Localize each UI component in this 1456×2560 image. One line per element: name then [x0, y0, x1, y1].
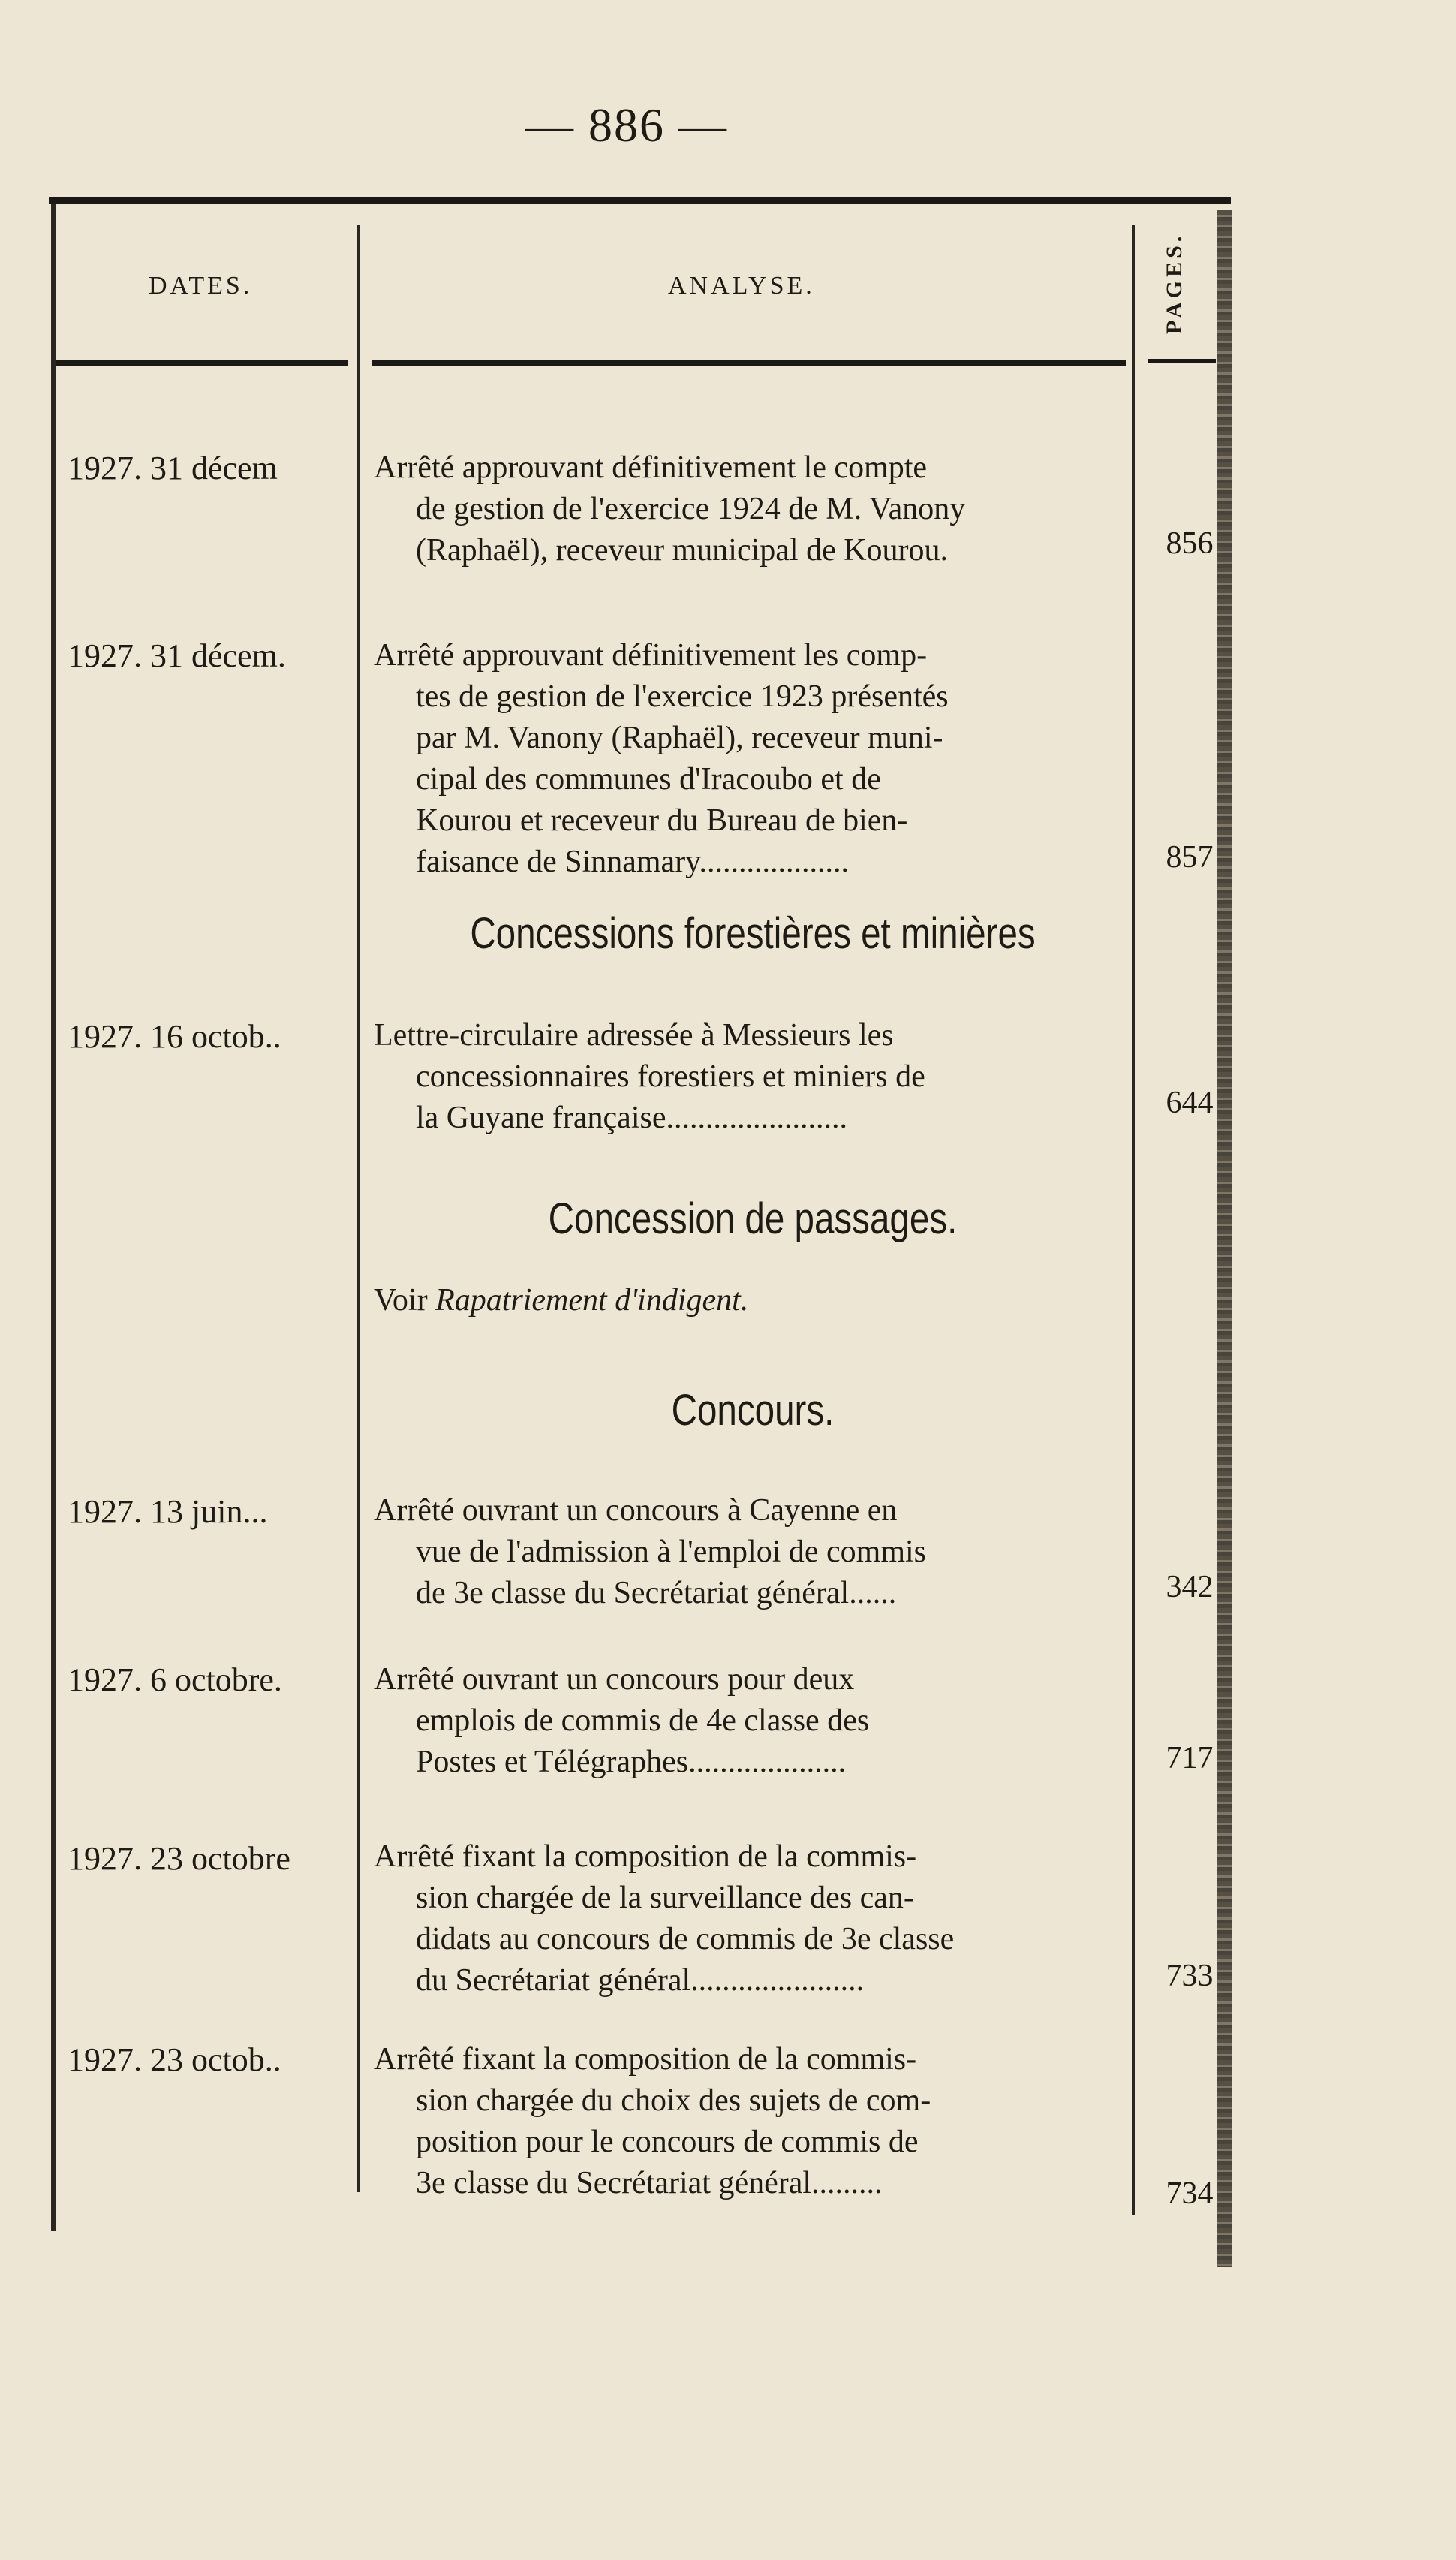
entry-analysis: [374, 1836, 1132, 2001]
page-number: — 886 —: [525, 98, 728, 152]
entry-line: la Guyane française.......................: [416, 1101, 847, 1135]
entry-analysis: [374, 1659, 1132, 1783]
entry-line: Arrêté fixant la composition de la commis-: [374, 1839, 917, 1874]
entry-date: 1927. 31 décem.: [68, 637, 286, 674]
entry-line: de 3e classe du Secrétariat général......: [416, 1576, 897, 1610]
header-dates: DATES.: [149, 272, 253, 300]
entry-line: didats au concours de commis de 3e classe: [416, 1922, 955, 1956]
entry-page: 857: [1166, 840, 1214, 875]
header-rule-dates: [56, 360, 348, 366]
header-rule-pages: [1148, 359, 1216, 363]
entry-analysis: [374, 1015, 1132, 1139]
entry-date: 1927. 31 décem: [68, 450, 278, 486]
right-binding-edge: [1217, 210, 1232, 2267]
left-border: [51, 204, 56, 2231]
entry-line: emplois de commis de 4e classe des: [416, 1703, 870, 1738]
entry-line: Kourou et receveur du Bureau de bien-: [416, 803, 908, 838]
entry-line: Arrêté ouvrant un concours à Cayenne en: [374, 1493, 898, 1528]
entry-line: Arrêté approuvant définitivement les comp-: [374, 638, 928, 673]
entry-analysis: [374, 1490, 1132, 1614]
entry-line: Lettre-circulaire adressée à Messieurs les: [374, 1018, 894, 1053]
entry-line: Arrêté approuvant définitivement le compte: [374, 450, 928, 485]
header-analyse: ANALYSE.: [668, 272, 815, 300]
see-also-prefix: Voir: [374, 1283, 436, 1318]
entry-date: 1927. 6 octobre.: [68, 1661, 282, 1698]
header-rule-analyse: [372, 360, 1126, 366]
dates-analyse-separator: [357, 225, 360, 2192]
section-title: Concessions forestières et minières: [470, 909, 1036, 958]
see-also-reference: [374, 1282, 748, 1318]
entry-line: position pour le concours de commis de: [416, 2125, 919, 2159]
section-title: Concession de passages.: [548, 1194, 958, 1243]
entry-line: sion chargée du choix des sujets de com-: [416, 2083, 931, 2118]
entry-line: tes de gestion de l'exercice 1923 présentés: [416, 679, 949, 714]
entry-line: concessionnaires forestiers et miniers de: [416, 1059, 925, 1094]
entry-date: 1927. 13 juin...: [68, 1493, 268, 1530]
entry-line: sion chargée de la surveillance des can-: [416, 1881, 914, 1915]
header-pages: PAGES.: [1162, 232, 1187, 334]
entry-date: 1927. 23 octobre: [68, 1840, 290, 1877]
entry-line: Postes et Télégraphes....................: [416, 1745, 847, 1779]
entry-line: du Secrétariat général......................: [416, 1963, 865, 1998]
analyse-pages-separator: [1132, 225, 1135, 2215]
entry-analysis: [374, 447, 1132, 571]
entry-line: (Raphaël), receveur municipal de Kourou.: [416, 533, 949, 568]
entry-line: vue de l'admission à l'emploi de commis: [416, 1534, 927, 1569]
entry-date: 1927. 16 octob..: [68, 1018, 281, 1055]
entry-line: de gestion de l'exercice 1924 de M. Vanony: [416, 492, 966, 526]
entry-line: faisance de Sinnamary...................: [416, 845, 849, 879]
entry-line: cipal des communes d'Iracoubo et de: [416, 762, 881, 797]
entry-date: 1927. 23 octob..: [68, 2041, 281, 2078]
entry-line: 3e classe du Secrétariat général.........: [416, 2166, 883, 2200]
entry-page: 342: [1166, 1570, 1214, 1604]
entry-page: 644: [1166, 1086, 1214, 1120]
see-also-target: Rapatriement d'indigent.: [435, 1283, 749, 1318]
top-rule: [49, 197, 1231, 204]
entry-analysis: [374, 635, 1132, 883]
entry-line: Arrêté ouvrant un concours pour deux: [374, 1662, 855, 1697]
section-title: Concours.: [671, 1386, 835, 1435]
entry-page: 856: [1166, 526, 1214, 561]
entry-line: Arrêté fixant la composition de la commis-: [374, 2042, 917, 2077]
entry-page: 734: [1166, 2176, 1214, 2211]
entry-page: 733: [1166, 1959, 1214, 1993]
entry-analysis: [374, 2039, 1132, 2204]
entry-page: 717: [1166, 1741, 1214, 1775]
entry-line: par M. Vanony (Raphaël), receveur muni-: [416, 721, 943, 755]
